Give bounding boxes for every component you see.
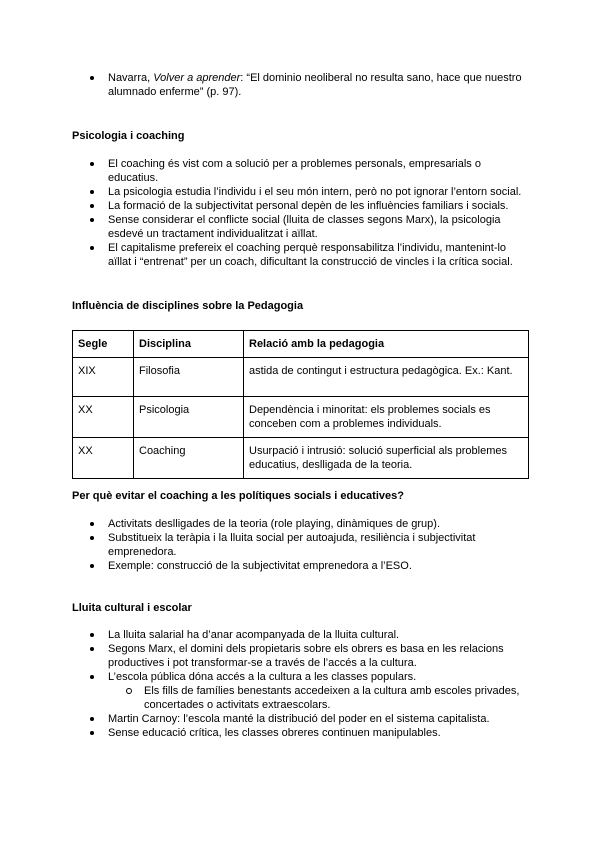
intro-work-title: Volver a aprender — [153, 72, 241, 84]
intro-list — [72, 71, 528, 99]
list-item: La lluita salarial ha d’anar acompanyada de la lluita cultural. — [72, 628, 528, 642]
table-row — [73, 397, 529, 438]
list-item — [72, 71, 528, 99]
list-item — [72, 670, 528, 712]
section-title-evitar: Per què evitar el coaching a les polítiques socials i educatives? — [72, 490, 404, 502]
table-cell: XX — [73, 438, 134, 479]
list-item-text: L’escola pública dóna accés a la cultura a les classes populars. — [108, 671, 417, 683]
list-item: Sense educació crítica, les classes obreres continuen manipulables. — [72, 726, 528, 740]
intro-quote: : “El dominio neoliberal no resulta sano, hace que nuestro alumnado enferme” (p. 97). — [108, 72, 522, 98]
list-item: La psicologia estudia l’individu i el seu món intern, però no pot ignorar l’entorn social. — [72, 185, 528, 199]
table-header-row — [73, 331, 529, 358]
table-cell: Filosofia — [134, 358, 244, 397]
table-cell: Coaching — [134, 438, 244, 479]
list-item: El coaching és vist com a solució per a problemes personals, empresarials o educatius. — [72, 157, 528, 185]
list-item: Substitueix la teràpia i la lluita social per autoajuda, resiliència i subjectivitat emprenedora. — [72, 531, 528, 559]
section-title-lluita: Lluita cultural i escolar — [72, 602, 192, 614]
list-item: Activitats deslligades de la teoria (role playing, dinàmiques de grup). — [72, 517, 528, 531]
column-header: Relació amb la pedagogia — [244, 331, 529, 358]
list-item: Segons Marx, el domini dels propietaris sobre els obrers es basa en les relacions productives i pot transformar-se a través de l’accés a la cultura. — [72, 642, 528, 670]
table-cell: XX — [73, 397, 134, 438]
section-title-influencia: Influència de disciplines sobre la Pedagogia — [72, 300, 304, 312]
lluita-list — [72, 628, 528, 740]
list-item: Sense considerar el conflicte social (lluita de classes segons Marx), la psicologia esdevé un tractament individualitzat i aïllat. — [72, 213, 528, 241]
list-item: Martin Carnoy: l’escola manté la distribució del poder en el sistema capitalista. — [72, 712, 528, 726]
psicologia-list — [72, 157, 528, 269]
disciplines-table — [72, 330, 529, 479]
column-header: Segle — [73, 331, 134, 358]
table-row — [73, 358, 529, 397]
table-cell: astida de contingut i estructura pedagògica. Ex.: Kant. — [244, 358, 529, 397]
nested-list-item: Els fills de famílies benestants accedeixen a la cultura amb escoles privades, concertades o activitats extraescolars. — [108, 684, 528, 712]
list-item: La formació de la subjectivitat personal depèn de les influències familiars i socials. — [72, 199, 528, 213]
list-item: Exemple: construcció de la subjectivitat emprenedora a l’ESO. — [72, 559, 528, 573]
table-cell: XIX — [73, 358, 134, 397]
section-title-psicologia: Psicologia i coaching — [72, 130, 185, 142]
table-cell: Dependència i minoritat: els problemes socials es conceben com a problemes individuals. — [244, 397, 529, 438]
column-header: Disciplina — [134, 331, 244, 358]
nested-list — [108, 684, 528, 712]
table-cell: Usurpació i intrusió: solució superficial als problemes educatius, deslligada de la teoria. — [244, 438, 529, 479]
evitar-list — [72, 517, 528, 573]
table-cell: Psicologia — [134, 397, 244, 438]
document-page — [72, 71, 528, 740]
intro-author: Navarra, — [108, 72, 154, 84]
list-item: El capitalisme prefereix el coaching perquè responsabilitza l’individu, mantenint-lo aïllat i “entrenat” per un coach, dificultant la construcció de vincles i la crítica social. — [72, 241, 528, 269]
table-row — [73, 438, 529, 479]
